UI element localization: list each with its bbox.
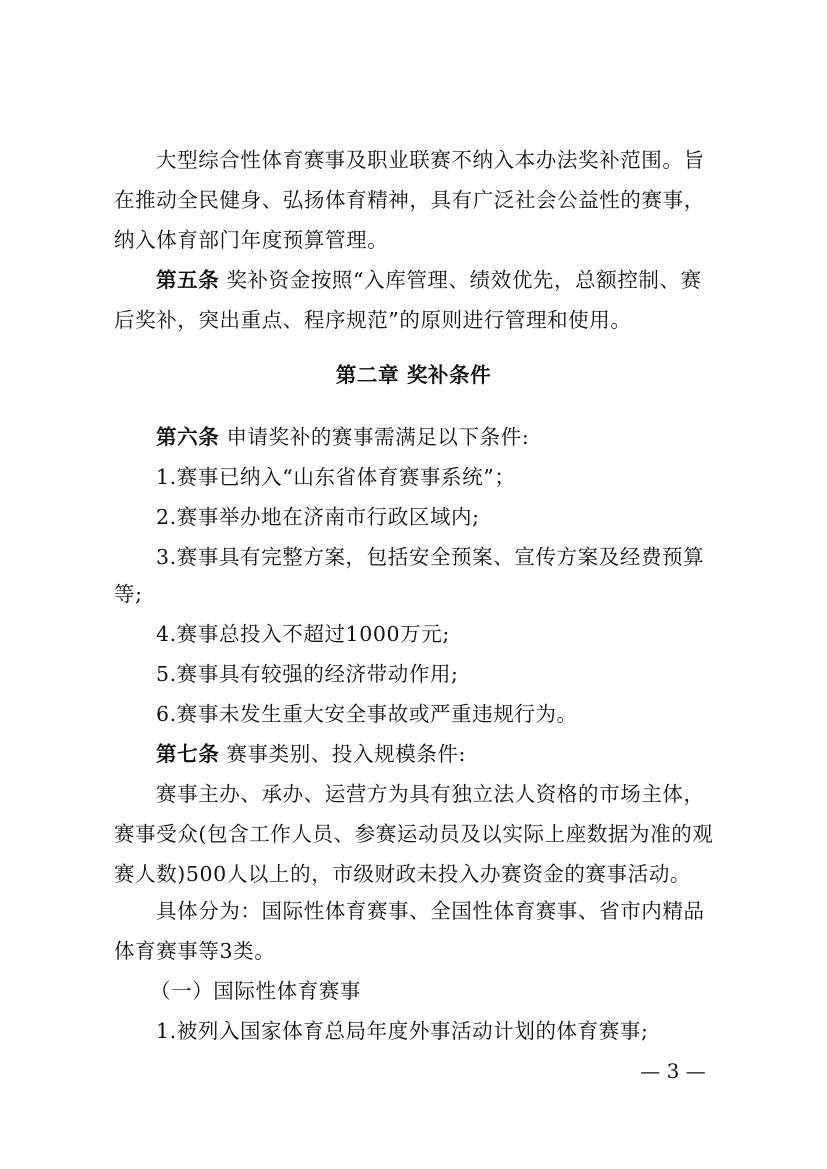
list-item: 3.赛事具有完整方案，包括安全预案、宣传方案及经费预算 [156, 545, 705, 569]
article-7-intro: 赛事类别、投入规模条件: [226, 742, 467, 766]
list-item: 1.赛事已纳入“山东省体育赛事系统”； [156, 465, 516, 489]
article-5-line-2: 后奖补，突出重点、程序规范”的原则进行管理和使用。 [114, 308, 632, 332]
chapter-title: 第二章 奖补条件 [335, 363, 492, 387]
paragraph-line: 赛事受众(包含工作人员、参赛运动员及以实际上座数据为准的观 [114, 822, 714, 846]
article-5-text: 奖补资金按照“入库管理、绩效优先，总额控制、赛 [226, 268, 702, 292]
article-5-label: 第五条 [156, 268, 220, 292]
subheading: （一）国际性体育赛事 [150, 979, 361, 1003]
article-6-heading [156, 423, 756, 451]
list-item: 1.被列入国家体育总局年度外事活动计划的体育赛事; [156, 1019, 649, 1043]
paragraph-line: 纳入体育部门年度预算管理。 [114, 228, 389, 252]
article-5-line-1 [156, 266, 756, 294]
paragraph-line: 具体分为：国际性体育赛事、全国性体育赛事、省市内精品 [156, 899, 705, 923]
article-7-heading [156, 740, 756, 768]
paragraph-line: 大型综合性体育赛事及职业联赛不纳入本办法奖补范围。旨 [156, 148, 705, 172]
paragraph-line: 赛人数)500人以上的，市级财政未投入办赛资金的赛事活动。 [114, 862, 692, 886]
list-item: 6.赛事未发生重大安全事故或严重违规行为。 [156, 702, 578, 726]
list-item: 5.赛事具有较强的经济带动作用; [156, 662, 459, 686]
paragraph-line: 体育赛事等3类。 [114, 939, 276, 963]
paragraph-line: 赛事主办、承办、运营方为具有独立法人资格的市场主体， [156, 782, 705, 806]
article-7-label: 第七条 [156, 742, 220, 766]
list-item: 4.赛事总投入不超过1000万元; [156, 622, 450, 646]
article-6-intro: 申请奖补的赛事需满足以下条件: [226, 425, 530, 449]
list-item-continuation: 等; [114, 582, 143, 606]
page-number: — 3 — [640, 1059, 706, 1083]
list-item: 2.赛事举办地在济南市行政区域内; [156, 505, 480, 529]
paragraph-line: 在推动全民健身、弘扬体育精神，具有广泛社会公益性的赛事， [114, 188, 705, 212]
article-6-label: 第六条 [156, 425, 220, 449]
